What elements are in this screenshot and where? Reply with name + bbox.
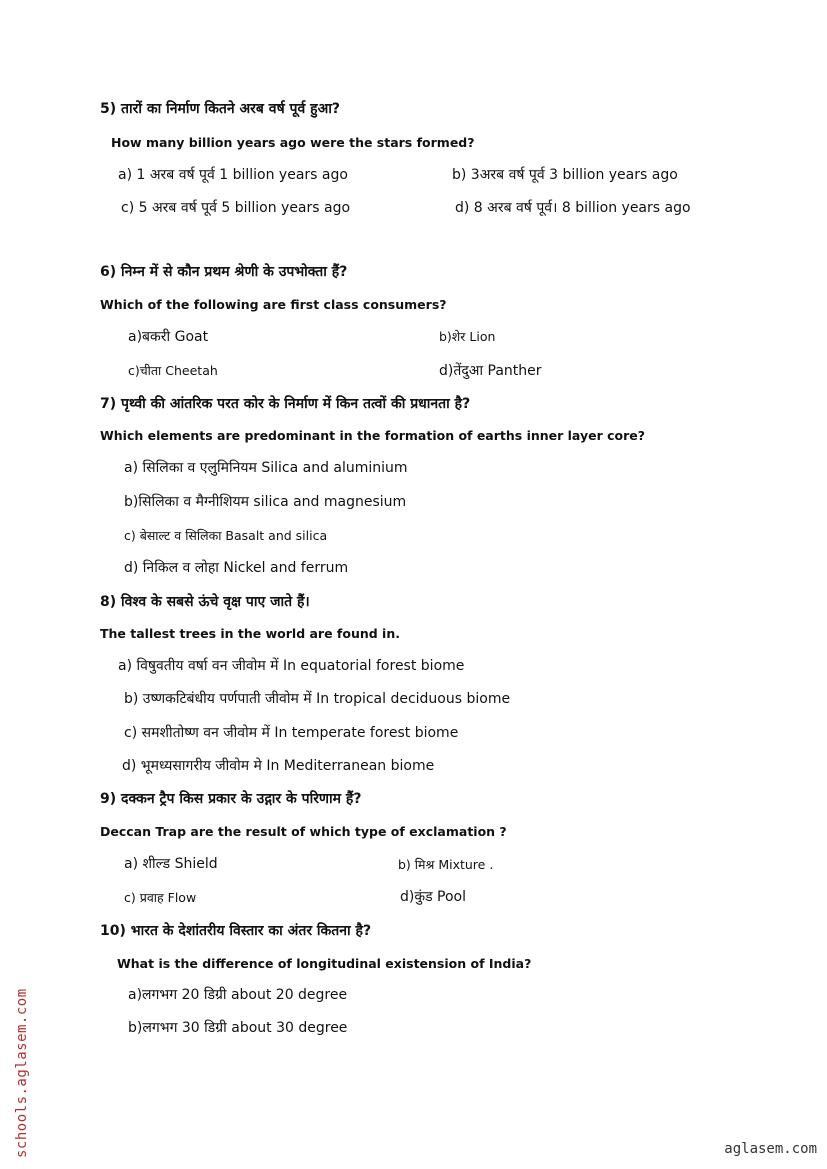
question-5-option-b: b) 3अरब वर्ष पूर्व 3 billion years ago [452,167,678,183]
question-8-english: The tallest trees in the world are found in. [100,626,400,641]
question-9-option-d: d)कुंड Pool [400,889,467,905]
question-10-english: What is the difference of longitudinal existension of India? [117,956,532,971]
question-6-option-d: d)तेंदुआ Panther [439,363,542,379]
question-10-hindi: 10) भारत के देशांतरीय विस्तार का अंतर कितना है? [100,923,372,939]
bottom-watermark: aglasem.com [724,1141,817,1157]
question-5-option-a: a) 1 अरब वर्ष पूर्व 1 billion years ago [118,167,348,183]
question-8-option-c: c) समशीतोष्ण वन जीवोम में In temperate forest biome [124,725,459,741]
question-8-option-a: a) विषुवतीय वर्षा वन जीवोम में In equatorial forest biome [118,658,465,674]
question-8-option-d: d) भूमध्यसागरीय जीवोम मे In Mediterranean biome [122,758,435,774]
question-10-option-b: b)लगभग 30 डिग्री about 30 degree [128,1020,348,1036]
question-5-english: How many billion years ago were the stars formed? [111,135,475,150]
question-6-option-c: c)चीता Cheetah [128,363,218,378]
question-7-option-b: b)सिलिका व मैग्नीशियम silica and magnesium [124,494,407,510]
question-9-option-c: c) प्रवाह Flow [124,890,197,905]
question-6-english: Which of the following are first class consumers? [100,297,447,312]
question-8-hindi: 8) विश्व के सबसे ऊंचे वृक्ष पाए जाते हैं। [100,594,310,610]
question-7-option-c: c) बेसाल्ट व सिलिका Basalt and silica [124,528,328,543]
question-9-hindi: 9) दक्कन ट्रैप किस प्रकार के उद्गार के परिणाम हैं? [100,791,362,807]
question-5-option-d: d) 8 अरब वर्ष पूर्व। 8 billion years ago [455,200,691,216]
question-9-english: Deccan Trap are the result of which type of exclamation ? [100,824,507,839]
side-watermark: schools.aglasem.com [14,988,30,1158]
question-9-option-a: a) शील्ड Shield [124,856,218,872]
question-9-option-b: b) मिश्र Mixture . [398,857,494,872]
question-6-hindi: 6) निम्न में से कौन प्रथम श्रेणी के उपभोक्ता हैं? [100,264,348,280]
question-7-option-d: d) निकिल व लोहा Nickel and ferrum [124,560,349,576]
question-5-hindi: 5) तारों का निर्माण कितने अरब वर्ष पूर्व हुआ? [100,101,341,117]
question-5-option-c: c) 5 अरब वर्ष पूर्व 5 billion years ago [121,200,351,216]
question-7-english: Which elements are predominant in the formation of earths inner layer core? [100,428,646,443]
question-6-option-b: b)शेर Lion [439,329,496,344]
question-8-option-b: b) उष्णकटिबंधीय पर्णपाती जीवोम में In tropical deciduous biome [124,691,511,707]
question-7-option-a: a) सिलिका व एलुमिनियम Silica and aluminium [124,460,408,476]
question-7-hindi: 7) पृथ्वी की आंतरिक परत कोर के निर्माण में किन तत्वों की प्रधानता है? [100,396,471,412]
question-6-option-a: a)बकरी Goat [128,329,209,345]
question-10-option-a: a)लगभग 20 डिग्री about 20 degree [128,987,348,1003]
